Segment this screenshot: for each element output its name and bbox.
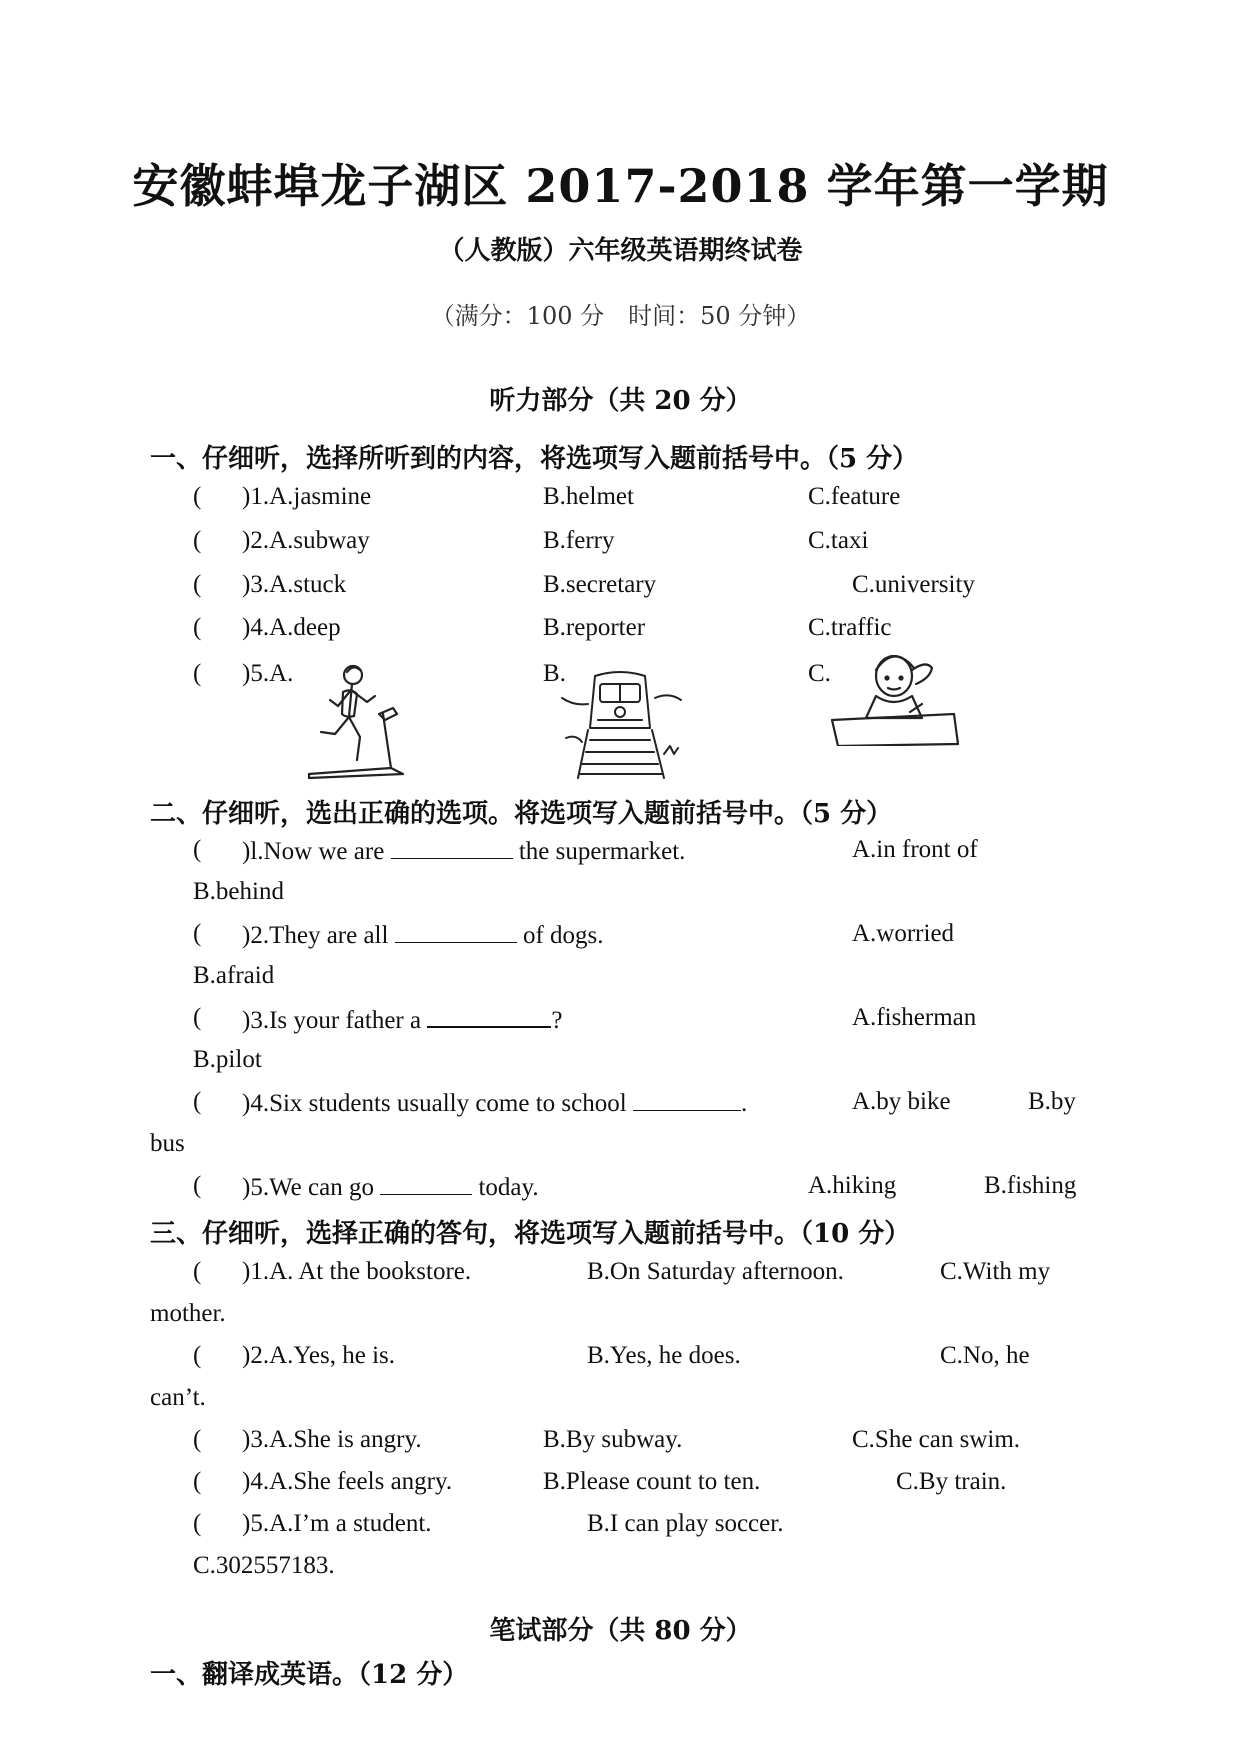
answer-blank [391,836,513,859]
answer-paren: ( [193,1088,202,1115]
option-c-continued: can’t. [150,1384,206,1411]
option-a: A.worried [852,920,955,947]
option-b: B.On Saturday afternoon. [587,1258,844,1285]
thinking-boy-icon [830,648,960,746]
answer-paren: ( [193,1258,202,1285]
option-c: C.302557183. [193,1552,335,1579]
option-a: )5.A.I’m a student. [242,1510,432,1537]
answer-paren: ( [193,660,202,687]
answer-paren: ( [193,1004,202,1031]
option-b: B.by [1028,1088,1076,1115]
option-c: C.feature [808,483,901,510]
option-b: B.behind [193,878,284,905]
answer-paren: ( [193,571,202,598]
exam-subtitle: （人教版）六年级英语期终试卷 [438,236,803,266]
answer-blank [395,920,517,943]
question-text: )4.Six students usually come to school . [242,1090,748,1117]
question-text: )l.Now we are the supermarket. [242,838,686,865]
option-c: C.No, he [940,1342,1030,1369]
option-b: B.I can play soccer. [587,1510,784,1537]
answer-paren: ( [193,1342,202,1369]
section-3-heading: 三、仔细听，选择正确的答句，将选项写入题前括号中。（10 分） [150,1219,911,1249]
train-icon [560,668,685,780]
option-b: B.By subway. [543,1426,683,1453]
option-b: B. [543,660,566,687]
option-b: B.secretary [543,571,657,598]
option-c-continued: mother. [150,1300,226,1327]
option-a: )4.A.She feels angry. [242,1468,453,1495]
option-a: )3.A.She is angry. [242,1426,422,1453]
answer-paren: ( [193,483,202,510]
option-a: )4.A.deep [242,614,341,641]
option-c: C.university [852,571,975,598]
option-b: B.ferry [543,527,615,554]
writing-part-heading: 笔试部分（共 80 分） [489,1616,752,1646]
answer-paren: ( [193,1510,202,1537]
option-c: C.With my [940,1258,1051,1285]
option-b: B.helmet [543,483,634,510]
option-c: C.By train. [896,1468,1007,1495]
option-a: A.in front of [852,836,978,863]
question-text: )2.They are all of dogs. [242,922,604,949]
option-a: A.by bike [852,1088,951,1115]
option-a: A.hiking [808,1172,897,1199]
section-2-heading: 二、仔细听，选出正确的选项。将选项写入题前括号中。（5 分） [150,799,893,829]
option-a: )1.A. At the bookstore. [242,1258,472,1285]
answer-paren: ( [193,527,202,554]
option-c: C.taxi [808,527,869,554]
question-text: )3.Is your father a ? [242,1004,562,1035]
answer-blank [427,1004,551,1028]
answer-paren: ( [193,920,202,947]
answer-paren: ( [193,1426,202,1453]
answer-blank [380,1172,472,1195]
option-b: B.pilot [193,1046,262,1073]
option-a: )3.A.stuck [242,571,347,598]
treadmill-runner-icon [305,662,415,780]
option-b: B.reporter [543,614,646,641]
option-b: B.Yes, he does. [587,1342,741,1369]
option-c: C.She can swim. [852,1426,1021,1453]
listening-part-heading: 听力部分（共 20 分） [489,386,752,416]
answer-paren: ( [193,836,202,863]
option-b: B.afraid [193,962,275,989]
option-a: )5.A. [242,660,294,687]
question-text: )5.We can go today. [242,1174,539,1201]
option-a: )1.A.jasmine [242,483,372,510]
option-c: C.traffic [808,614,892,641]
option-b: B.fishing [984,1172,1077,1199]
writing-section-1-heading: 一、翻译成英语。（12 分） [150,1660,469,1690]
answer-blank [633,1088,741,1111]
option-b: B.Please count to ten. [543,1468,761,1495]
option-a: A.fisherman [852,1004,977,1031]
answer-paren: ( [193,1172,202,1199]
section-1-heading: 一、仔细听，选择所听到的内容，将选项写入题前括号中。（5 分） [150,444,919,474]
exam-meta: （满分：100 分 时间：50 分钟） [430,302,811,330]
exam-title: 安徽蚌埠龙子湖区 2017-2018 学年第一学期 [132,159,1109,213]
option-a: )2.A.subway [242,527,370,554]
answer-paren: ( [193,614,202,641]
option-a: )2.A.Yes, he is. [242,1342,396,1369]
answer-paren: ( [193,1468,202,1495]
option-c: C. [808,660,831,687]
option-b-continued: bus [150,1130,185,1157]
